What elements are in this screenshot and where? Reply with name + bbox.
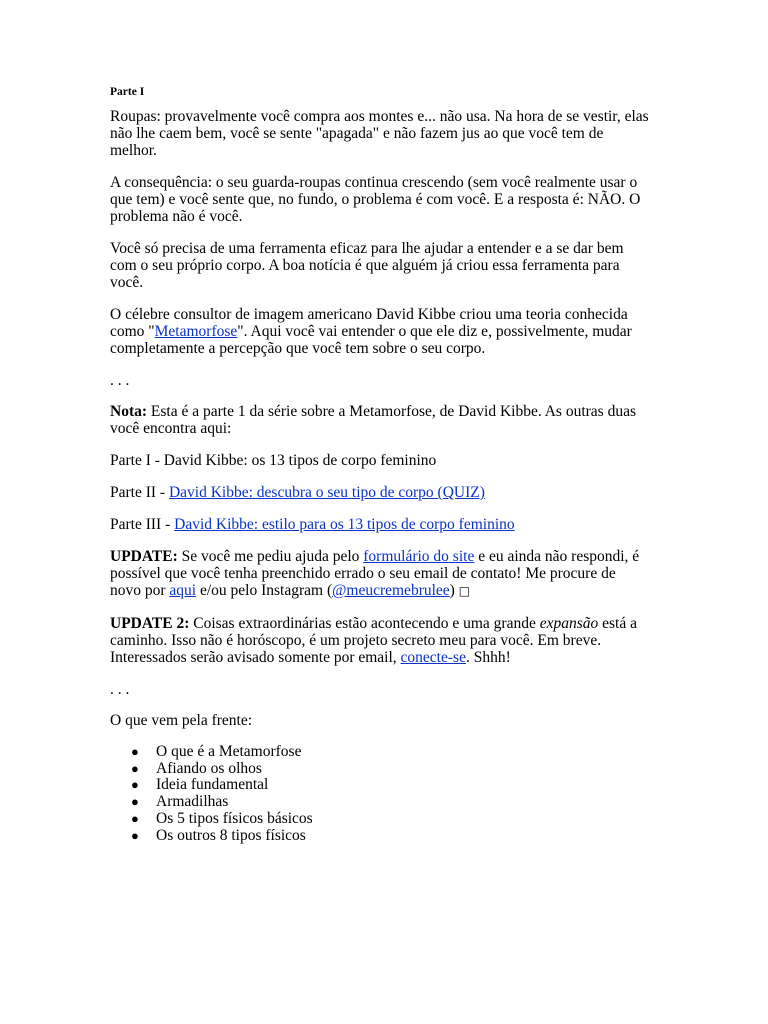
part-one-line: Parte I - David Kibbe: os 13 tipos de corpo feminino xyxy=(110,452,437,469)
bullet-icon: ● xyxy=(131,777,139,793)
kibbe-text-a: O célebre consultor de imagem americano David Kibbe criou uma teoria conhecida como " xyxy=(110,306,628,340)
list-item xyxy=(131,776,650,794)
missing-glyph-icon: □ xyxy=(458,584,471,598)
note-label: Nota: xyxy=(110,403,148,420)
ellipsis-divider-2: . . . xyxy=(110,681,130,698)
update-2-text-c: . Shhh! xyxy=(465,649,511,666)
kibbe-text-b: ". Aqui você vai entender o que ele diz e, possivelmente, mudar completamente a percepção que você tem sobre o seu corpo. xyxy=(110,323,632,357)
list-item xyxy=(131,826,650,845)
bullet-icon: ● xyxy=(131,760,139,776)
paragraph-note xyxy=(110,403,650,437)
list-item xyxy=(131,809,650,828)
list-item xyxy=(131,759,650,778)
bullet-icon: ● xyxy=(131,827,139,843)
contact-form-link[interactable]: formulário do site xyxy=(363,548,475,565)
update-text-d: ) xyxy=(449,582,459,599)
update-2-emphasis: expansão xyxy=(539,615,599,632)
paragraph-kibbe xyxy=(110,306,650,357)
update-label: UPDATE: xyxy=(110,548,178,565)
list-item-label: Ideia fundamental xyxy=(156,776,269,794)
update-2-text-b: está a caminho. Isso não é horóscopo, é um projeto secreto meu para você. Em breve. Interessados serão avisado somente por email, xyxy=(110,615,637,666)
instagram-link[interactable]: @meucremebrulee xyxy=(332,582,450,599)
bullet-icon: ● xyxy=(131,744,139,759)
update-2-label: UPDATE 2: xyxy=(110,615,190,632)
list-item xyxy=(131,743,650,761)
part-two-prefix: Parte II - xyxy=(110,484,169,501)
list-item-label: Armadilhas xyxy=(156,793,229,811)
update-text-c: e/ou pelo Instagram ( xyxy=(196,582,333,599)
bullet-icon: ● xyxy=(131,794,139,810)
update-text-b: e eu ainda não respondi, é possível que você tenha preenchido errado o seu email de contato! Me procure de novo por xyxy=(110,548,640,599)
part-three-line xyxy=(110,516,650,533)
paragraph-consequence: A consequência: o seu guarda-roupas continua crescendo (sem você realmente usar o que tem) e você sente que, no fundo, o problema é com você. E a resposta é: NÃO. O problema não é você. xyxy=(110,174,641,225)
update-text-a: Se você me pediu ajuda pelo xyxy=(177,548,364,565)
part-three-prefix: Parte III - xyxy=(110,516,175,533)
contents-list xyxy=(110,744,650,844)
update-2-text-a: Coisas extraordinárias estão acontecendo e uma grande xyxy=(189,615,540,632)
paragraph-update-2 xyxy=(110,615,650,666)
list-intro: O que vem pela frente: xyxy=(110,712,253,729)
note-text: Esta é a parte 1 da série sobre a Metamorfose, de David Kibbe. As outras duas você encontra aqui: xyxy=(110,403,636,437)
metamorfose-link[interactable]: Metamorfose xyxy=(154,323,238,340)
aqui-link[interactable]: aqui xyxy=(169,582,197,599)
connect-link[interactable]: conecte-se xyxy=(400,649,466,666)
bullet-icon: ● xyxy=(131,810,139,826)
paragraph-tool: Você só precisa de uma ferramenta eficaz para lhe ajudar a entender e a se dar bem com o seu próprio corpo. A boa notícia é que alguém já criou essa ferramenta para você. xyxy=(110,240,624,291)
paragraph-intro: Roupas: provavelmente você compra aos montes e... não usa. Na hora de se vestir, elas não lhe caem bem, você se sente "apagada" e não fazem jus ao que você tem de melhor. xyxy=(110,108,649,159)
part-two-link[interactable]: David Kibbe: descubra o seu tipo de corpo (QUIZ) xyxy=(168,484,485,501)
part-three-link[interactable]: David Kibbe: estilo para os 13 tipos de corpo feminino xyxy=(174,516,515,533)
list-item-label: O que é a Metamorfose xyxy=(156,743,302,760)
list-item-label: Os 5 tipos físicos básicos xyxy=(156,809,313,827)
paragraph-update xyxy=(110,548,650,600)
section-heading: Parte I xyxy=(110,86,145,98)
ellipsis-divider: . . . xyxy=(110,372,130,389)
list-item-label: Afiando os olhos xyxy=(156,759,262,777)
list-item xyxy=(131,793,650,811)
list-item-label: Os outros 8 tipos físicos xyxy=(156,826,306,844)
part-two-line xyxy=(110,484,650,501)
